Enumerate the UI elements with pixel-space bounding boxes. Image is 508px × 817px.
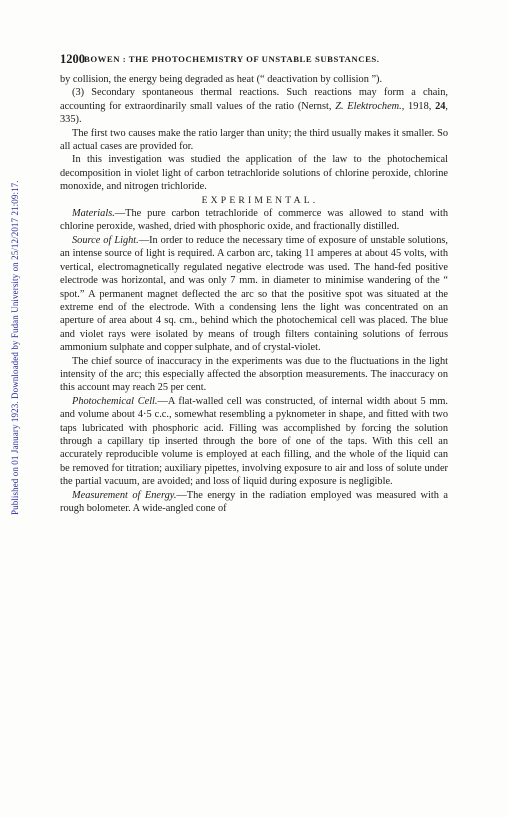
paragraph-text: (3) Secondary spontaneous thermal reactions. Such reactions may form a chain, accounting for extraordinarily small values of the ratio (Nernst, (60, 87, 448, 112)
download-watermark: Published on 01 January 1923. Downloaded by Fudan University on 25/12/2017 21:09:17. (10, 180, 20, 515)
page-number: 1200 (60, 52, 85, 66)
section-heading: EXPERIMENTAL. (201, 194, 319, 206)
citation-year: , 1918, (401, 100, 436, 112)
paragraph-causes: The first two causes make the ratio larger than unity; the third usually makes it smaller. So all actual cases are provided for. (60, 127, 448, 153)
paragraph-secondary-reactions (60, 86, 448, 126)
paragraph-label: Materials. (72, 208, 115, 220)
journal-citation: Z. Elektrochem. (335, 100, 402, 112)
citation-volume: 24 (435, 100, 446, 112)
paragraph-inaccuracy: The chief source of inaccuracy in the experiments was due to the fluctuations in the light intensity of the arc; this especially affected the absorption measurements. The inaccuracy on this account may reach 25 per cent. (60, 355, 448, 394)
paragraph-text: —In order to reduce the necessary time of exposure of unstable solutions, an intense source of light is required. A carbon arc, taking 11 amperes at about 45 volts, with vertical, electromagnetically regulated negative electrode was used. The hand-fed positive electrode was horizontal, and was only 7 mm. in diameter to minimise wandering of the “ spot.” A permanent magnet deflected the arc so that the positive spot was situated at the extreme end of the electrode. With a condensing lens the light was concentrated on an aperture of area about 4 sq. cm., behind which the photochemical cell was placed. The blue and violet rays were isolated by means of trough filters containing solutions of ferrous ammonium sulphate and copper sulphate, and of crystal-violet. (60, 234, 448, 354)
paragraph-photochemical-cell (60, 395, 448, 489)
page-header (60, 52, 450, 66)
paragraph-continuation: by collision, the energy being degraded as heat (“ deactivation by collision ”). (60, 74, 383, 85)
paragraph-materials (60, 207, 448, 234)
paragraph-label: Photochemical Cell. (72, 395, 158, 407)
paragraph-source-of-light (60, 234, 448, 355)
paragraph-measurement-of-energy (60, 489, 448, 516)
paragraph-text: —A flat-walled cell was constructed, of internal width about 5 mm. and volume about 4·5 c.c., somewhat resembling a pyknometer in shape, and fitted with two taps lubricated with phosphoric acid. Filling was accomplished by forcing the solution through a capillary tip inserted through the bore of one of the taps. With this cell an accurately reproducible volume is employed at each filling, and the whole of the liquid can be removed for titration; auxiliary pipettes, involving exposure to air and loss of solute under the partial vacuum, are avoided; and loss of liquid during exposure is negligible. (60, 395, 449, 488)
paragraph-text: —The energy in the radiation employed was measured with a rough bolometer. A wide-angled cone of (60, 489, 449, 514)
citation-pages: , 335). (60, 100, 449, 126)
running-head: BOWEN : THE PHOTOCHEMISTRY OF UNSTABLE SUBSTANCES. (84, 53, 380, 64)
paragraph-text: —The pure carbon tetrachloride of commerce was allowed to stand with chlorine peroxide, washed, dried with phosphoric oxide, and fractionally distilled. (60, 208, 448, 233)
paragraph-label: Source of Light. (72, 234, 139, 246)
paragraph-investigation: In this investigation was studied the application of the law to the photochemical decomposition in violet light of carbon tetrachloride solutions of chlorine peroxide, chlorine monoxide, and nitrogen trichloride. (60, 154, 448, 193)
paragraph-label: Measurement of Energy. (72, 489, 177, 501)
article-body (60, 73, 448, 515)
